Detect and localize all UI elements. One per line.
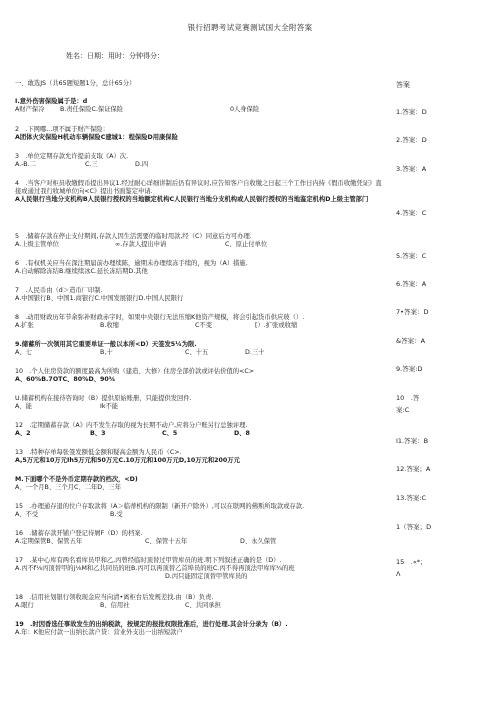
option: C、5 [162,430,178,437]
option: A,5万元和10万元Ih5万元和50万元C.10万元和100万元D,10万元和200万元 [15,457,240,464]
question-17 [15,557,387,581]
question-stem: 15 .办理通存退的位户存取款将（A＞临蒂机构的限制（新开户除外）,可以在联网的佛斯所取款或存款. [15,503,305,510]
question-stem: 5 .储蓄存款在停止支付期间,存款人因生活需要的临时用款,经（C）同意后方可办理. [15,233,252,240]
option: A、60%B.7OTC、80%D、90¾ [15,376,116,383]
candidate-info-line: 姓名：日期：用时：分钟得分： [66,52,164,60]
answers-heading: 答案 [396,81,410,89]
option: A.上级主管单位 [15,241,59,248]
option: A财产保冷 [15,106,45,113]
question-stem: 6 .有权机关应当在深注期届前办理续陈，逾期未办理续冻手续的，视为（A）措施. [15,260,248,267]
question-stem: 18 .信用社划银行领收现金应当向清•离柜台后发规差找.由（B）负责. [15,594,214,601]
question-14 [15,476,387,492]
option: C、共同承担 [185,602,221,609]
option: [）.扩张或收缩 [255,322,298,329]
question-stem: 3 .单位定期存款允许提前支取《A）次. [15,153,129,160]
question-16 [15,530,387,546]
question-7 [15,287,387,303]
option: A.丙不f⅛丙顶替甲的j⅛M和乙共同员的班B.丙可以再顶替乙首埠员的班C.丙不得再顶法甲库库¾的班 [15,565,295,572]
question-options [15,511,387,519]
option: C不变 [195,322,212,329]
option: B、信用社 [100,602,130,609]
question-stem: 8 .动用财政历年节余弥补财政赤字时，如果中央银行无法压缩K他资产规模，将会引起货币供应玻（）. [15,314,305,321]
option: D、永久保管 [240,538,277,545]
answer-12: 12.答案；A [396,465,431,473]
answer-10-cont: 案:C [396,406,410,414]
question-options [15,403,387,411]
question-6 [15,260,387,276]
section-heading: 一、敢选JS（共65题短题1分，总计65分） [15,80,136,87]
question-stem: 10 .个人住房贷款的额度最高为所购（建造、大修）住房全部价款或评估价值的<C> [15,368,255,375]
option: A.自动解除冻结B.继续续冰C.延长冻结期D.其他 [15,268,148,275]
option: Ik不能 [100,403,119,410]
option: D.丙只能固定顶替甲管库员的 [165,573,248,580]
answer-11: I1.答案：B [396,437,429,445]
question-stem: 12 .定期储蓄存款（A》内不发生存取的视为长期不动户,应将分户账另行总独评理. [15,422,248,429]
option: B.收缩 [100,322,119,329]
answer-13: 13.答案:C [396,494,427,502]
question-options [15,349,387,357]
answer-3: 3.答案：A [396,165,427,173]
document-title: 银行招聘考试竞赛测试国大全附答案 [187,23,313,32]
question-2 [15,126,387,142]
answer-9: 9.答案:D [396,365,423,373]
question-10 [15,368,387,384]
question-18 [15,594,387,610]
option: B.受 [110,511,123,518]
option: A.-B.二 [15,161,36,168]
answer-2: 2.答案：D [396,136,427,144]
question-12 [15,422,387,438]
option: A、一个月B、三个月C、二年D、三年 [15,484,122,491]
option: A、七 [15,349,32,356]
question-options [15,430,387,438]
option: A.中国银行B、中国1.商银行C.中国发展银行D.中国人民限行 [15,295,184,302]
answer-8: &答案：A [396,337,426,345]
question-11 [15,395,387,411]
question-3 [15,153,387,169]
question-13 [15,449,387,465]
answer-14: 1（答案；D [396,523,432,531]
question-stem: 16 .储蓄存款开铺户登记待屑F（D）的档案. [15,530,143,537]
question-stem: 7 .人民币由（d＞造币厂印制. [15,287,103,294]
option: B.责任保险C.保证保险 [60,106,124,113]
option: D、8 [234,430,250,437]
option: B,十 [100,349,113,356]
answer-6: 6.答案：A [396,280,427,288]
question-stem: 4 .当客户对柜员收缴假币提出异议1.经过耐心详细讲制后仍有异议时,应告知客户自收缴之日起三个工作日内持《假币收缴凭证》直接或通过我行收城单位向<C》提出书面鉴定申请. [15,180,382,195]
option: C、十五 [185,349,209,356]
question-options [15,322,387,330]
question-options [15,161,387,169]
answer-7: 7•答案：D [396,308,429,316]
question-stem: I.意外伤害保险属于是：d [15,98,88,105]
option: A.扩张 [15,322,34,329]
question-9 [15,341,387,357]
answer-10: 10 .答 [396,394,420,402]
question-8 [15,314,387,330]
option: A团体火灾保险H机动车辆保险C建城1：程保险D用康保险 [15,134,178,141]
answer-1: 1.答案：D [396,108,427,116]
question-stem: 13 .特种存单每张签发额低金额和疑高金额为人民币（C>. [15,449,182,456]
option: A、能 [15,403,32,410]
answer-15: 15 .«*； [396,558,427,566]
question-4 [15,180,387,204]
option: D.四 [135,161,149,168]
question-stem: 2 .下网哪...项不属于财产保险： [15,126,109,133]
option: C、保管十五年 [145,538,188,545]
option: C、原止付单位 [225,241,268,248]
option: C.三 [85,161,98,168]
question-options [15,602,387,610]
option: A、2 [15,430,31,437]
option: D.三十 [245,349,265,356]
question-options [15,106,387,114]
question-stem: M.下面哪个不是外币定期存款的档次，<D) [15,476,138,483]
option: ∞.存款人提出申请 [115,241,167,248]
option: A.眼行 [15,602,34,609]
option: A、不受 [15,511,39,518]
option: 0人身保险 [230,106,260,113]
question-5 [15,233,387,249]
question-stem: 9.储蓄所一次领用其它重要单证一般以本所<D）天签发5¼为限. [15,341,197,348]
option: A.年：K他应付款一出纳长款户贷：营业外支出一出纳短款户 [15,629,183,636]
question-stem: U.储蓄机构在接待咨询时（B）提供原始账册，只能提供发回件. [15,395,192,402]
answer-15-cont: Λ [396,570,401,578]
option: B、3 [90,430,106,437]
question-19 [15,621,387,637]
answer-4: 4.答案：C [396,209,427,217]
question-1 [15,98,387,114]
option: A人民银行当地分支机构B人民银行授权的当地额定机构C人民银行当地分支机构或人民银行授权的当地鉴定机构D上级主管部门 [15,196,369,203]
question-stem: 17 .某中心库有两名看库员甲和乙,丙曾经临时顶替过甲管库员的班.明下列叙述正确的是（D）. [15,557,282,564]
question-15 [15,503,387,519]
option: A.定期保管B、保管五年 [15,538,83,545]
question-options [15,538,387,546]
question-options [15,241,387,249]
question-stem: 19 .时因香选任事故发生的出纳税款，按规定的报批权限批准后，进行处理.其会计分录为（B）. [15,621,288,628]
answer-5: 5.答案：C [396,252,427,260]
